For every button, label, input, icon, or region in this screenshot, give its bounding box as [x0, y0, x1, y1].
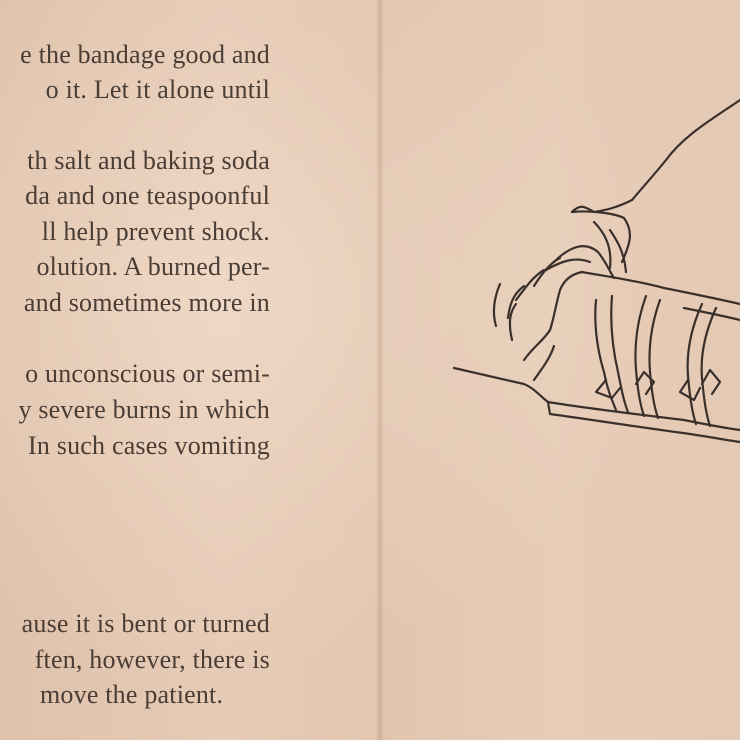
- sleeve-fold: [534, 258, 560, 286]
- forearm-contour: [550, 272, 582, 330]
- text-line: o unconscious or semi-: [25, 359, 270, 388]
- text-line: ause it is bent or turned: [21, 609, 270, 638]
- right-page: [384, 0, 740, 740]
- text-line: ften, however, there is: [34, 645, 270, 674]
- splint-board: [548, 402, 550, 414]
- page-gutter: [376, 0, 384, 740]
- text-line: In such cases vomiting: [28, 431, 270, 460]
- arm-contour: [572, 200, 632, 212]
- text-line: e the bandage good and: [20, 40, 270, 69]
- text-line: th salt and baking soda: [27, 146, 270, 175]
- sleeve-fold: [494, 284, 500, 326]
- bandage-strip: [649, 300, 660, 418]
- sleeve-fold: [524, 330, 550, 360]
- sleeve-fold: [546, 260, 590, 270]
- sleeve-fold: [510, 304, 516, 340]
- text-line: o it. Let it alone until: [45, 75, 270, 104]
- text-line: move the patient.: [40, 680, 224, 709]
- text-line: da and one teaspoonful: [25, 181, 270, 210]
- text-line: ll help prevent shock.: [41, 217, 270, 246]
- splint-board: [550, 414, 740, 442]
- bandage-knot: [702, 370, 720, 394]
- text-line: y severe burns in which: [18, 395, 270, 424]
- text-line: olution. A burned per-: [36, 252, 270, 281]
- sleeve-fold: [610, 230, 626, 272]
- bandage-strip: [688, 304, 702, 424]
- splinted-arm-drawing: [384, 0, 740, 740]
- text-line: and sometimes more in: [23, 288, 270, 317]
- sleeve-fold: [534, 346, 554, 380]
- arm-contour: [632, 100, 740, 200]
- bandage-strip: [702, 308, 716, 426]
- forearm-contour: [454, 368, 548, 402]
- bandage-strip: [635, 296, 646, 416]
- sleeve-fold: [516, 270, 544, 300]
- forearm-contour: [582, 272, 740, 304]
- sleeve-fold: [594, 222, 610, 268]
